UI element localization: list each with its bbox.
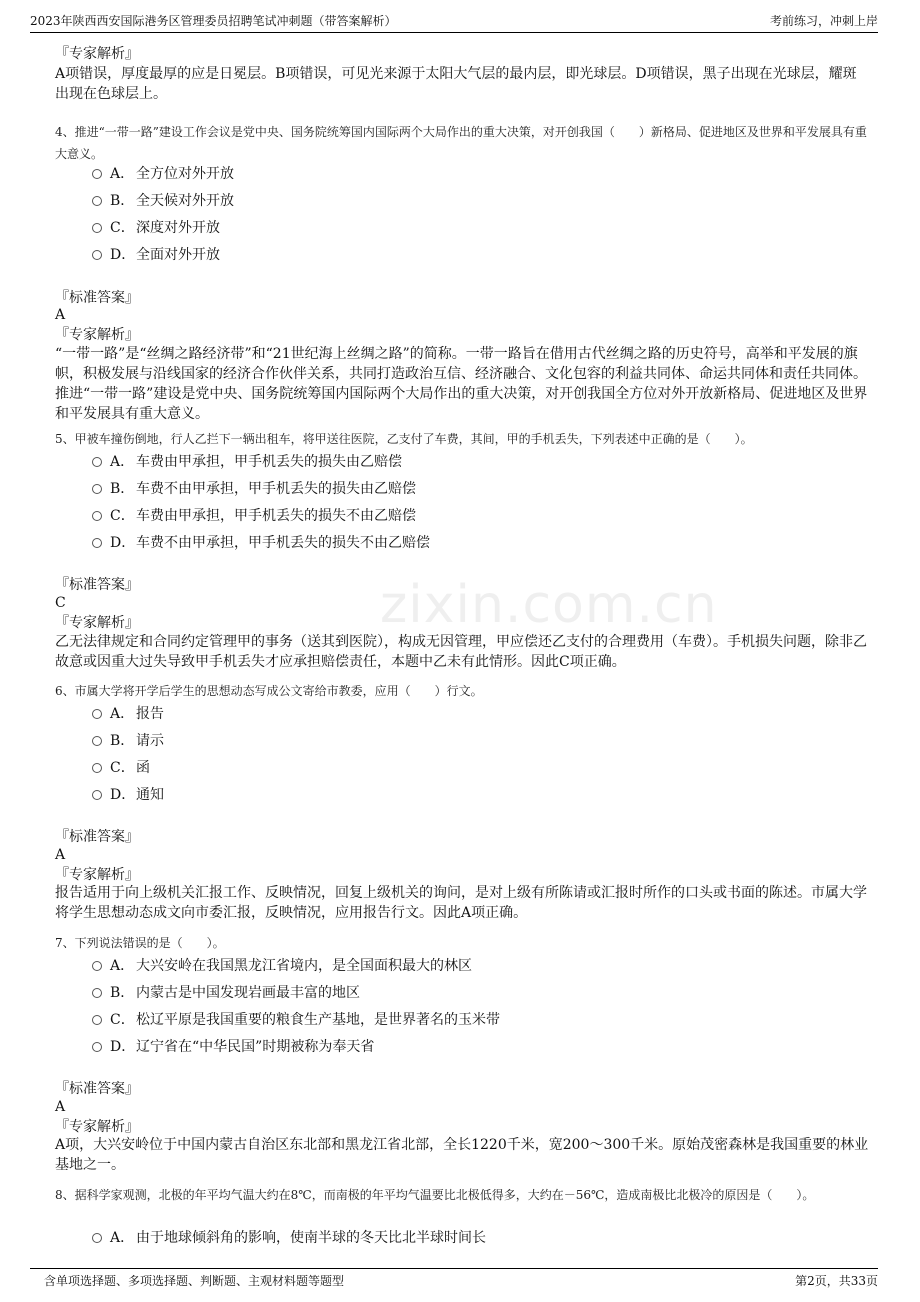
- radio-icon[interactable]: [92, 511, 102, 521]
- option-letter: B．: [110, 985, 135, 1001]
- option-letter: B．: [110, 481, 135, 497]
- option-letter: A．: [110, 454, 135, 470]
- q4-option-a[interactable]: [92, 163, 234, 185]
- q5-option-a[interactable]: [92, 451, 402, 473]
- q4-answer: A: [55, 307, 66, 323]
- question-6-text: 6、市属大学将开学后学生的思想动态写成公文寄给市教委，应用（ ）行文。: [55, 684, 483, 698]
- q7-analysis: A项，大兴安岭位于中国内蒙古自治区东北部和黑龙江省北部，全长1220千米，宽200～300千米。原始茂密森林是我国重要的林业基地之一。: [55, 1137, 869, 1173]
- q4-option-b[interactable]: [92, 190, 234, 212]
- q4-option-d[interactable]: [92, 244, 220, 266]
- q5-analysis: 乙无法律规定和合同约定管理甲的事务（送其到医院），构成无因管理，甲应偿还乙支付的合理费用（车费）。手机损失问题，除非乙故意或因重大过失导致甲手机丢失才应承担赔偿责任，本题中乙未有此情形。因此C项正确。: [55, 634, 867, 670]
- page-footer: [30, 1268, 878, 1291]
- q4-analysis: “一带一路”是“丝绸之路经济带”和“21世纪海上丝绸之路”的简称。一带一路旨在借用古代丝绸之路的历史符号，高举和平发展的旗帜，积极发展与沿线国家的经济合作伙伴关系，共同打造政治互信、经济融合、文化包容的利益共同体、命运共同体和责任共同体。推进“一带一路”建设是党中央、国务院统筹国内国际两个大局作出的重大决策，对开创我国全方位对外开放新格局、促进地区及世界和平发展具有重大意义。: [55, 346, 868, 422]
- q6-answer: A: [55, 847, 66, 863]
- standard-label: 『标准答案』: [55, 290, 139, 306]
- page-number: 第2页，共33页: [795, 1274, 878, 1288]
- q5-answer: C: [55, 595, 66, 611]
- question-5-text: 5、甲被车撞伤倒地，行人乙拦下一辆出租车，将甲送往医院，乙支付了车费，其间，甲的手机丢失，下列表述中正确的是（ ）。: [55, 432, 753, 446]
- header-slogan: 考前练习，冲刺上岸: [769, 14, 878, 28]
- option-text: 内蒙古是中国发现岩画最丰富的地区: [136, 985, 360, 1001]
- q7-option-c[interactable]: [92, 1009, 500, 1031]
- q7-option-b[interactable]: [92, 982, 360, 1004]
- option-text: 车费不由甲承担，甲手机丢失的损失不由乙赔偿: [136, 535, 430, 551]
- option-text: 车费由甲承担，甲手机丢失的损失不由乙赔偿: [136, 508, 416, 524]
- question-7-text: 7、下列说法错误的是（ ）。: [55, 936, 225, 950]
- option-text: 全方位对外开放: [136, 166, 234, 182]
- radio-icon[interactable]: [92, 1042, 102, 1052]
- option-text: 车费由甲承担，甲手机丢失的损失由乙赔偿: [136, 454, 402, 470]
- radio-icon[interactable]: [92, 1015, 102, 1025]
- option-text: 全天候对外开放: [136, 193, 234, 209]
- q6-option-a[interactable]: [92, 703, 164, 725]
- option-letter: D．: [110, 787, 136, 803]
- radio-icon[interactable]: [92, 988, 102, 998]
- standard-label: 『标准答案』: [55, 1081, 139, 1097]
- radio-icon[interactable]: [92, 1233, 102, 1243]
- expert-label: 『专家解析』: [55, 615, 139, 631]
- expert-label: 『专家解析』: [55, 1119, 139, 1135]
- radio-icon[interactable]: [92, 790, 102, 800]
- radio-icon[interactable]: [92, 763, 102, 773]
- q6-option-b[interactable]: [92, 730, 164, 752]
- page-header: [30, 10, 878, 33]
- q6-analysis: 报告适用于向上级机关汇报工作、反映情况，回复上级机关的询问，是对上级有所陈请或汇报时所作的口头或书面的陈述。市属大学将学生思想动态成文向市委汇报，反映情况，应用报告行文。因此A项正确。: [55, 885, 867, 921]
- radio-icon[interactable]: [92, 250, 102, 260]
- option-letter: D．: [110, 247, 136, 263]
- q8-option-a[interactable]: [92, 1227, 486, 1249]
- option-text: 由于地球倾斜角的影响，使南半球的冬天比北半球时间长: [136, 1230, 486, 1246]
- option-letter: D．: [110, 1039, 136, 1055]
- option-letter: A．: [110, 1230, 135, 1246]
- radio-icon[interactable]: [92, 961, 102, 971]
- q5-option-b[interactable]: [92, 478, 416, 500]
- expert-label: 『专家解析』: [55, 867, 139, 883]
- standard-label: 『标准答案』: [55, 577, 139, 593]
- option-letter: D．: [110, 535, 136, 551]
- option-letter: C．: [110, 1012, 135, 1028]
- option-text: 请示: [136, 733, 164, 749]
- watermark: zixin.com.cn: [380, 575, 718, 635]
- option-text: 深度对外开放: [136, 220, 220, 236]
- option-letter: A．: [110, 166, 135, 182]
- footer-note: 含单项选择题、多项选择题、判断题、主观材料题等题型: [44, 1274, 345, 1288]
- q7-option-d[interactable]: [92, 1036, 374, 1058]
- option-text: 函: [136, 760, 150, 776]
- expert-label: 『专家解析』: [55, 46, 139, 62]
- option-text: 车费不由甲承担，甲手机丢失的损失由乙赔偿: [136, 481, 416, 497]
- analysis-text: A项错误，厚度最厚的应是日冕层。B项错误，可见光来源于太阳大气层的最内层，即光球层。D项错误，黑子出现在光球层，耀斑出现在色球层上。: [55, 66, 857, 102]
- radio-icon[interactable]: [92, 484, 102, 494]
- option-text: 通知: [136, 787, 164, 803]
- radio-icon[interactable]: [92, 736, 102, 746]
- radio-icon[interactable]: [92, 457, 102, 467]
- q6-option-c[interactable]: [92, 757, 150, 779]
- expert-label: 『专家解析』: [55, 327, 139, 343]
- option-letter: C．: [110, 220, 135, 236]
- option-text: 大兴安岭在我国黑龙江省境内，是全国面积最大的林区: [136, 958, 472, 974]
- question-8-text: 8、据科学家观测，北极的年平均气温大约在8℃，而南极的年平均气温要比北极低得多，大约在－56℃，造成南极比北极冷的原因是（ ）。: [55, 1188, 815, 1202]
- radio-icon[interactable]: [92, 709, 102, 719]
- radio-icon[interactable]: [92, 196, 102, 206]
- radio-icon[interactable]: [92, 223, 102, 233]
- radio-icon[interactable]: [92, 169, 102, 179]
- option-letter: B．: [110, 733, 135, 749]
- question-4-text: 4、推进“一带一路”建设工作会议是党中央、国务院统筹国内国际两个大局作出的重大决策，对开创我国（ ）新格局、促进地区及世界和平发展具有重大意义。: [55, 125, 867, 161]
- option-text: 松辽平原是我国重要的粮食生产基地，是世界著名的玉米带: [136, 1012, 500, 1028]
- option-text: 辽宁省在“中华民国”时期被称为奉天省: [136, 1039, 375, 1055]
- q7-answer: A: [55, 1099, 66, 1115]
- q6-option-d[interactable]: [92, 784, 164, 806]
- option-letter: A．: [110, 958, 135, 974]
- option-letter: A．: [110, 706, 135, 722]
- option-letter: C．: [110, 508, 135, 524]
- header-title: 2023年陕西西安国际港务区管理委员招聘笔试冲刺题（带答案解析）: [30, 14, 397, 28]
- option-letter: C．: [110, 760, 135, 776]
- q4-option-c[interactable]: [92, 217, 220, 239]
- option-letter: B．: [110, 193, 135, 209]
- option-text: 全面对外开放: [136, 247, 220, 263]
- standard-label: 『标准答案』: [55, 829, 139, 845]
- q7-option-a[interactable]: [92, 955, 472, 977]
- radio-icon[interactable]: [92, 538, 102, 548]
- q5-option-c[interactable]: [92, 505, 416, 527]
- option-text: 报告: [136, 706, 164, 722]
- q5-option-d[interactable]: [92, 532, 430, 554]
